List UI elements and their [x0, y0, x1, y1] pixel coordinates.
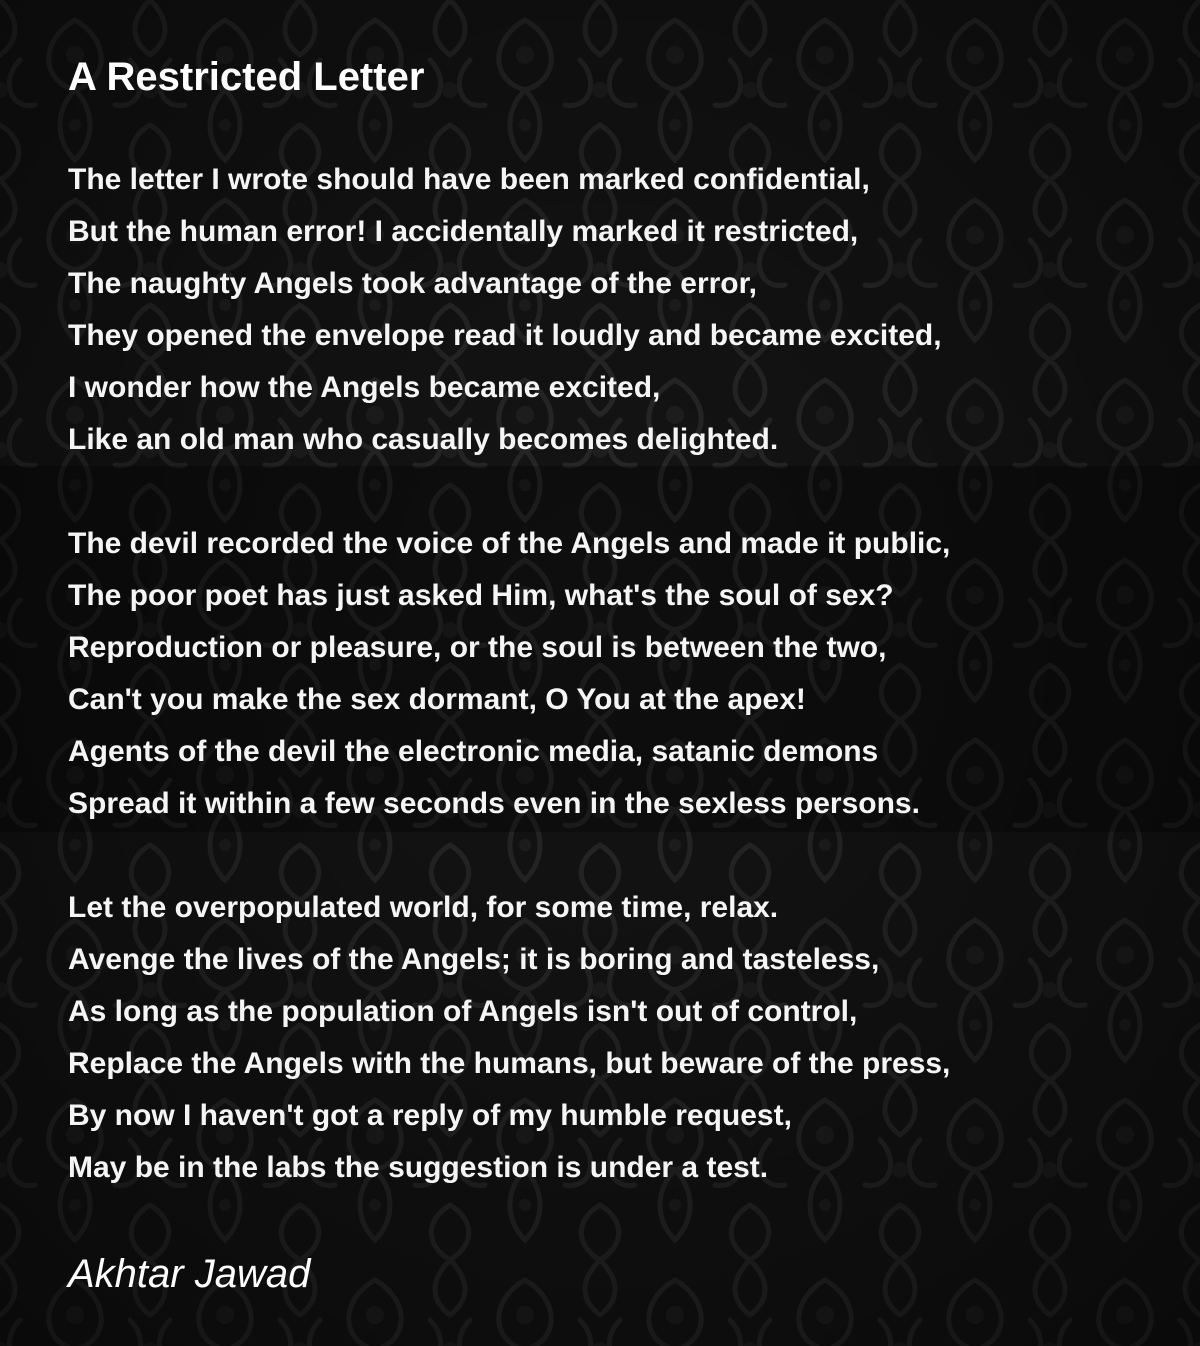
poem-line: Spread it within a few seconds even in the sexless persons. — [68, 787, 920, 820]
poem-line: Reproduction or pleasure, or the soul is between the two, — [68, 631, 887, 664]
poem-line: They opened the envelope read it loudly and became excited, — [68, 319, 942, 352]
poem-line: Let the overpopulated world, for some time, relax. — [68, 891, 779, 924]
poem-line: But the human error! I accidentally marked it restricted, — [68, 215, 859, 248]
poem-line: The letter I wrote should have been marked confidential, — [68, 163, 870, 196]
poem-line: The poor poet has just asked Him, what's the soul of sex? — [68, 579, 894, 612]
poem-line: Agents of the devil the electronic media, satanic demons — [68, 735, 879, 768]
stanza-1 — [68, 154, 1168, 466]
stanza-2 — [68, 518, 1168, 830]
poem-line: The naughty Angels took advantage of the error, — [68, 267, 757, 300]
stanza-3 — [68, 882, 1168, 1194]
poem-line: Can't you make the sex dormant, O You at the apex! — [68, 683, 806, 716]
poem-line: May be in the labs the suggestion is under a test. — [68, 1151, 769, 1184]
poem-title: A Restricted Letter — [68, 55, 425, 99]
poem-line: I wonder how the Angels became excited, — [68, 371, 661, 404]
poem-line: The devil recorded the voice of the Angels and made it public, — [68, 527, 951, 560]
author-name: Akhtar Jawad — [68, 1252, 311, 1296]
poem-line: By now I haven't got a reply of my humble request, — [68, 1099, 792, 1132]
poem-line: Avenge the lives of the Angels; it is boring and tasteless, — [68, 943, 880, 976]
poem-line: As long as the population of Angels isn't out of control, — [68, 995, 858, 1028]
poem-line: Like an old man who casually becomes delighted. — [68, 423, 779, 456]
poem-line: Replace the Angels with the humans, but beware of the press, — [68, 1047, 951, 1080]
poem-container — [68, 48, 1168, 1302]
